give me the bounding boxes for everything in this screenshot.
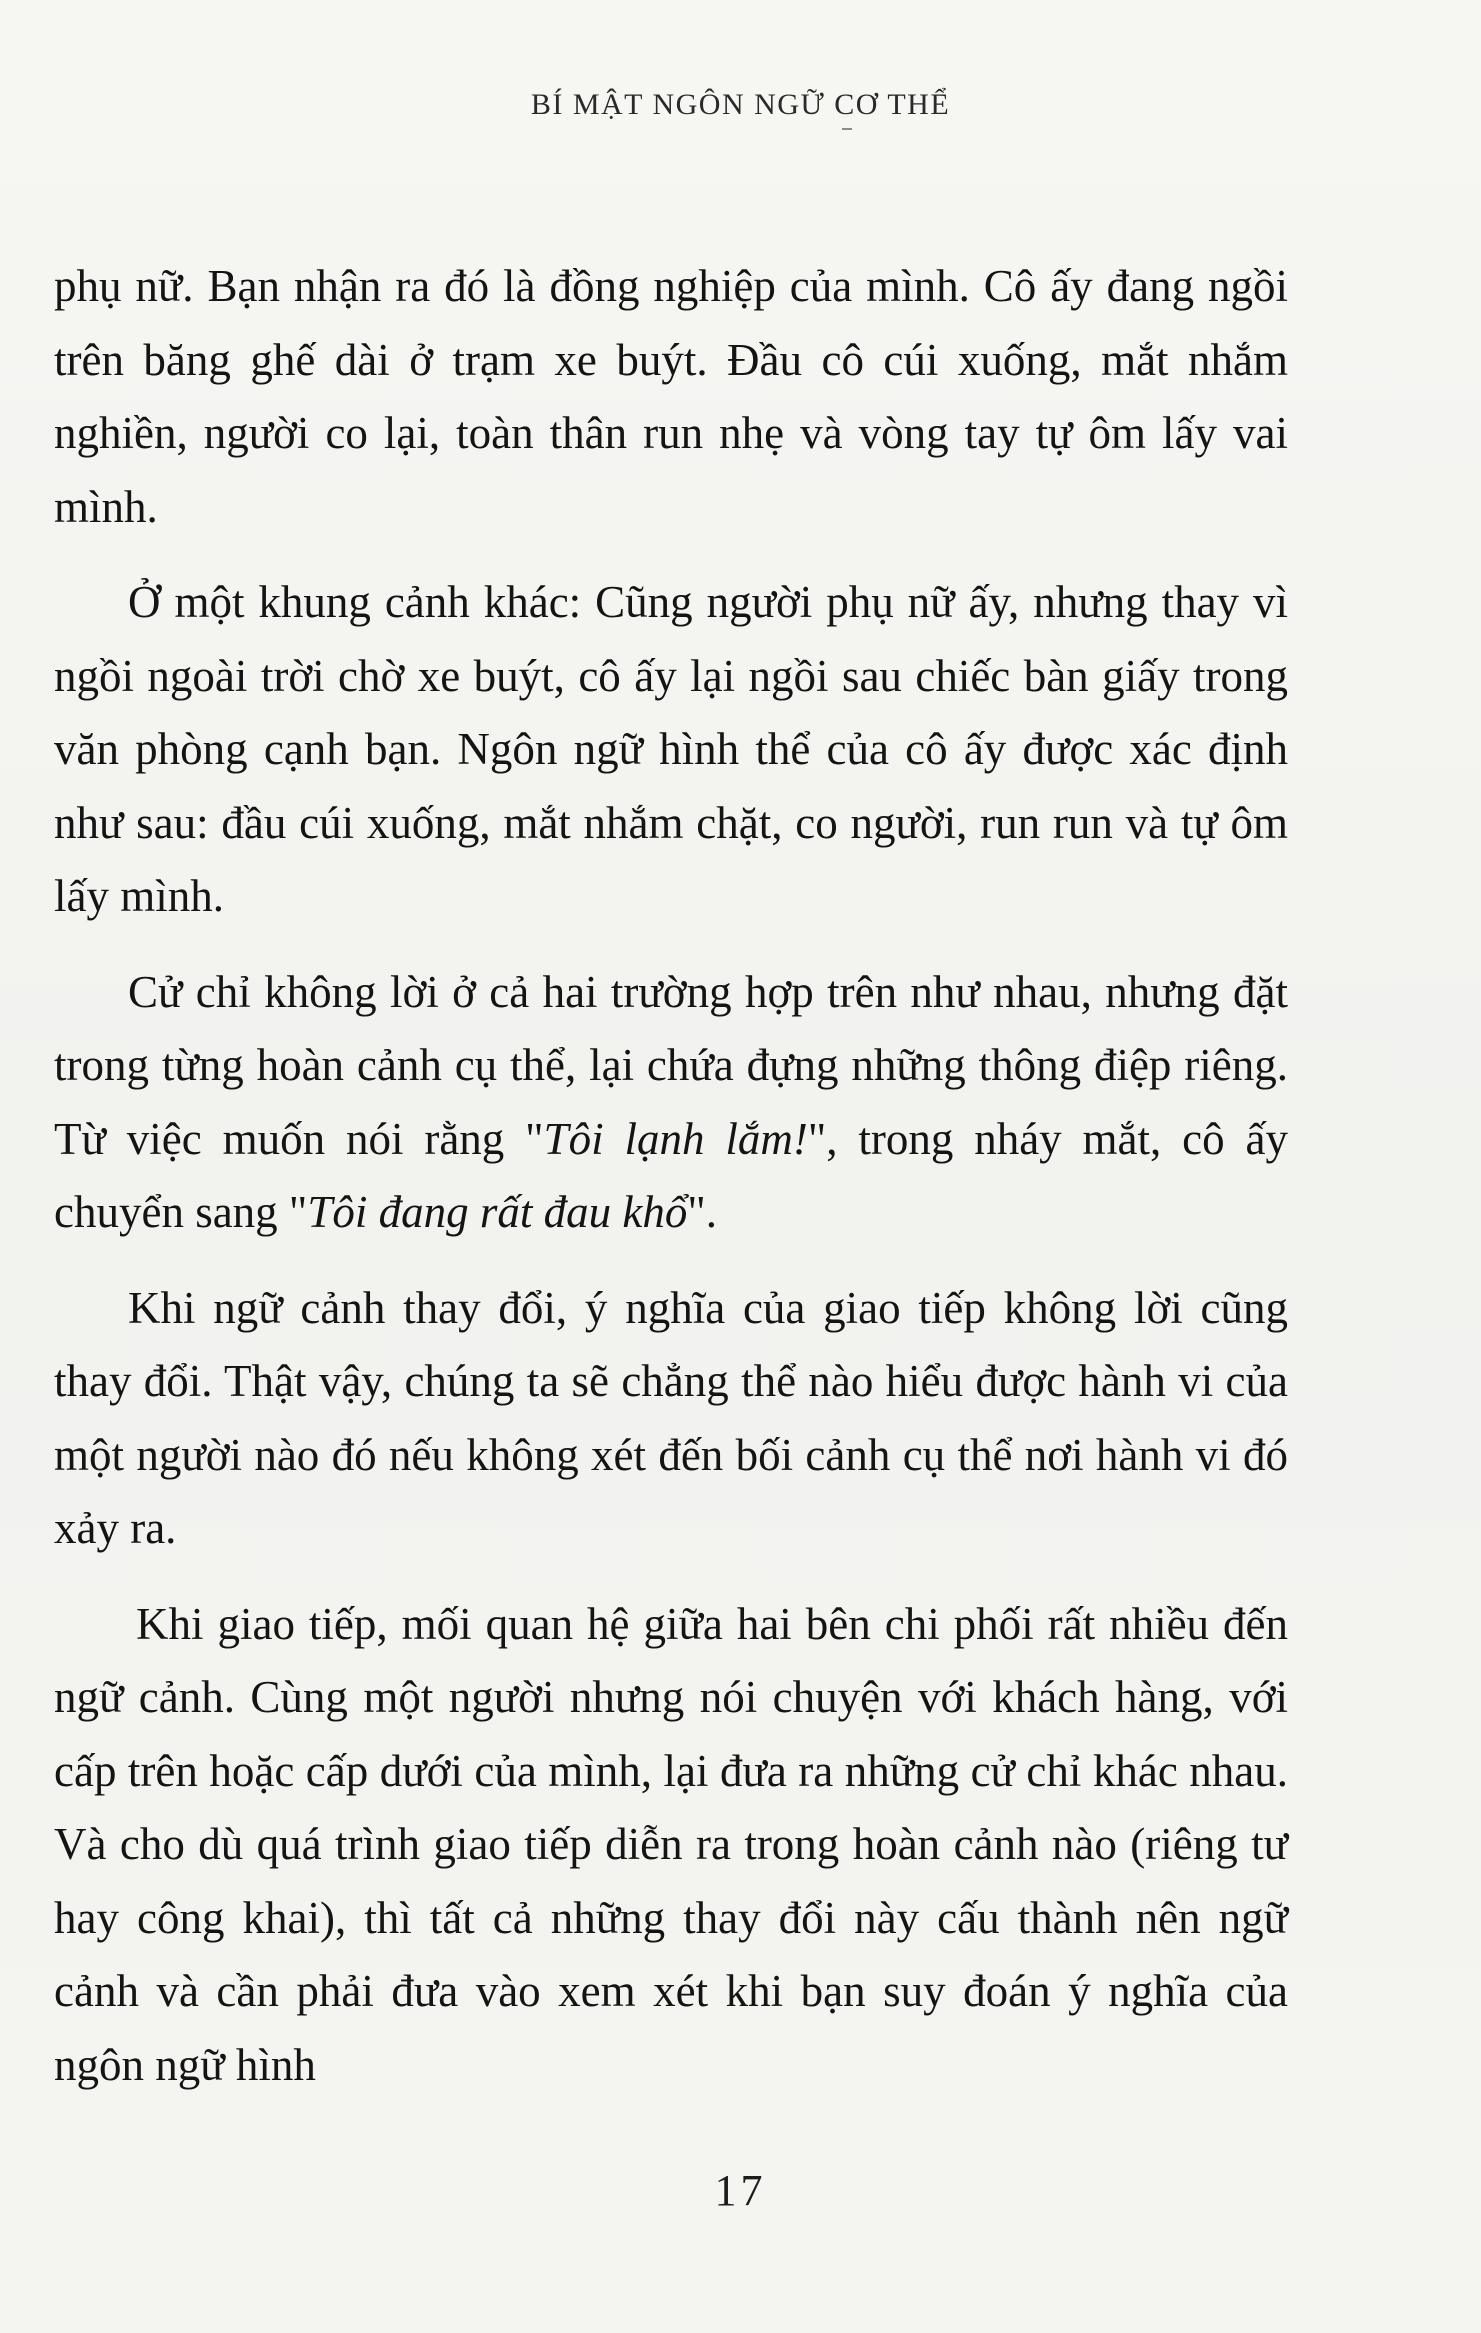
paragraph-3-text-b: ", trong nháy mắt, cô ấy chuyển sang " (54, 1113, 1288, 1237)
paragraph-5: Khi giao tiếp, mối quan hệ giữa hai bên chi phối rất nhiều đến ngữ cảnh. Cùng một người nhưng nói chuyện với khách hàng, với cấp trên hoặc cấp dưới của mình, lại đưa ra những cử chỉ khác nhau. Và cho dù quá trình giao tiếp diễn ra trong hoàn cảnh nào (riêng tư hay công khai), thì tất cả những thay đổi này cấu thành nên ngữ cảnh và cần phải đưa vào xem xét khi bạn suy đoán ý nghĩa của ngôn ngữ hình (54, 1598, 1288, 2090)
quote-cold: Tôi lạnh lắm! (543, 1113, 808, 1164)
paragraph-2: Ở một khung cảnh khác: Cũng người phụ nữ ấy, nhưng thay vì ngồi ngoài trời chờ xe buýt, cô ấy lại ngồi sau chiếc bàn giấy trong văn phòng cạnh bạn. Ngôn ngữ hình thể của cô ấy được xác định như sau: đầu cúi xuống, mắt nhắm chặt, co người, run run và tự ôm lấy mình. (54, 577, 1288, 921)
paragraph-1: phụ nữ. Bạn nhận ra đó là đồng nghiệp của mình. Cô ấy đang ngồi trên băng ghế dài ở trạm xe buýt. Đầu cô cúi xuống, mắt nhắm nghiền, người co lại, toàn thân run nhẹ và vòng tay tự ôm lấy vai mình. (54, 261, 1288, 532)
header-dash-mark (842, 128, 852, 130)
paragraph-4: Khi ngữ cảnh thay đổi, ý nghĩa của giao tiếp không lời cũng thay đổi. Thật vậy, chúng ta sẽ chẳng thể nào hiểu được hành vi của một người nào đó nếu không xét đến bối cảnh cụ thể nơi hành vi đó xảy ra. (54, 1282, 1288, 1553)
body-text (54, 250, 1288, 2124)
paragraph-3-text-c: ". (687, 1187, 717, 1237)
running-header: BÍ MẬT NGÔN NGỮ CƠ THỂ (530, 88, 951, 121)
paragraph-3-text-a: Cử chỉ không lời ở cả hai trường hợp trên như nhau, nhưng đặt trong từng hoàn cảnh cụ thể, lại chứa đựng những thông điệp riêng. Từ việc muốn nói rằng " (54, 966, 1288, 1164)
paragraph-3 (54, 956, 1288, 1250)
page-number: 17 (714, 2166, 767, 2215)
quote-suffering: Tôi đang rất đau khổ (307, 1187, 688, 1237)
